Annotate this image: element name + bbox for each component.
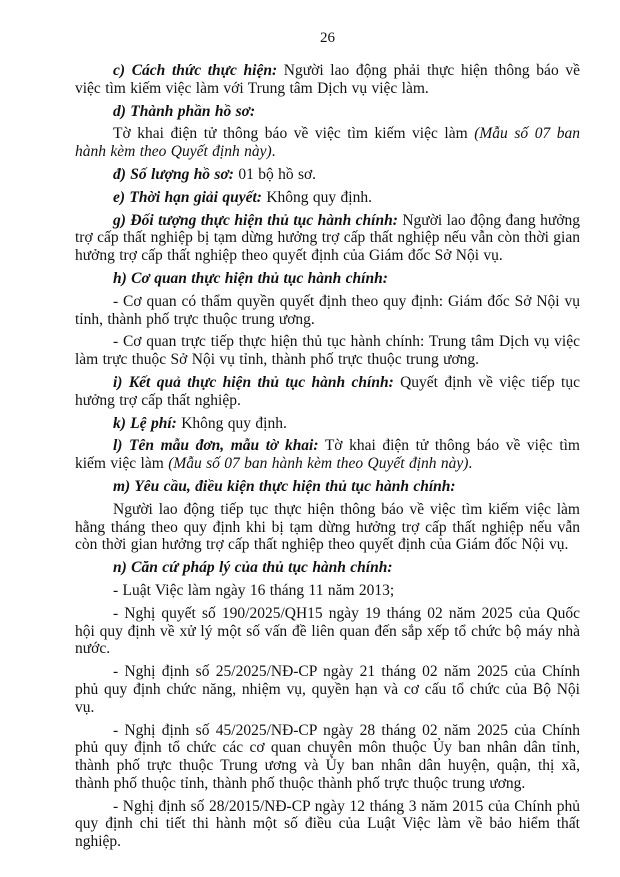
text-run: Quyết định về việc tiếp tục hưởng trợ cấp thất nghiệp. — [75, 373, 580, 409]
paragraph — [75, 722, 580, 793]
text-run: - Nghị định số 45/2025/NĐ-CP ngày 28 tháng 02 năm 2025 của Chính phủ quy định tổ chức các cơ quan chuyên môn thuộc Ủy ban nhân dân tỉnh, thành phố trực thuộc Trung ương và Ủy ban nhân dân huyện, quận, thị xã, thành phố thuộc tỉnh, thành phố thuộc thành phố trực thuộc trung ương. — [75, 721, 580, 792]
text-run: g) Đối tượng thực hiện thủ tục hành chính: — [113, 211, 398, 229]
paragraph — [75, 333, 580, 369]
text-run: - Luật Việc làm ngày 16 tháng 11 năm 2013; — [113, 581, 395, 599]
paragraph — [75, 582, 580, 600]
paragraph — [75, 437, 580, 473]
paragraph — [75, 103, 580, 121]
page-number: 26 — [320, 30, 335, 46]
paragraph — [75, 374, 580, 410]
paragraph — [75, 605, 580, 658]
paragraph — [75, 125, 580, 161]
text-run: - Cơ quan trực tiếp thực hiện thủ tục hành chính: Trung tâm Dịch vụ việc làm trực thuộc Sở Nội vụ tỉnh, thành phố trực thuộc trung ương. — [75, 333, 580, 369]
text-run: l) Tên mẫu đơn, mẫu tờ khai: — [113, 437, 319, 455]
paragraph — [75, 166, 580, 184]
text-run: n) Căn cứ pháp lý của thủ tục hành chính: — [113, 559, 393, 577]
text-run: c) Cách thức thực hiện: — [113, 62, 278, 79]
text-run: Không quy định. — [261, 188, 372, 206]
text-run: Người lao động phải thực hiện thông báo về việc tìm kiếm việc làm với Trung tâm Dịch vụ việc làm. — [75, 62, 580, 97]
text-run: e) Thời hạn giải quyết: — [113, 188, 262, 206]
text-run: Người lao động tiếp tục thực hiện thông báo về việc tìm kiếm việc làm hằng tháng theo quy định khi bị tạm dừng hưởng trợ cấp thất nghiệp nếu vẫn còn thời gian hưởng trợ cấp thất nghiệp theo quyết định của Giám đốc Nội vụ. — [75, 500, 580, 554]
paragraph — [75, 293, 580, 329]
text-run: đ) Số lượng hồ sơ: — [113, 165, 234, 183]
paragraph — [75, 212, 580, 265]
paragraph — [75, 501, 580, 554]
text-run: k) Lệ phí: — [113, 414, 177, 432]
text-run: - Cơ quan có thẩm quyền quyết định theo quy định: Giám đốc Sở Nội vụ tỉnh, thành phố trực thuộc trung ương. — [75, 292, 580, 328]
paragraph — [75, 62, 580, 98]
paragraph — [75, 559, 580, 577]
paragraph — [75, 415, 580, 433]
text-run: m) Yêu cầu, điều kiện thực hiện thủ tục hành chính: — [113, 477, 456, 495]
paragraph — [75, 663, 580, 716]
paragraph — [75, 189, 580, 207]
text-run: - Nghị quyết số 190/2025/QH15 ngày 19 tháng 02 năm 2025 của Quốc hội quy định về xử lý một số vấn đề liên quan đến sắp xếp tổ chức bộ máy nhà nước. — [75, 604, 580, 658]
text-run: i) Kết quả thực hiện thủ tục hành chính: — [113, 373, 394, 391]
paragraph — [75, 478, 580, 496]
text-run: . — [271, 143, 276, 161]
text-run: - Nghị định số 28/2015/NĐ-CP ngày 12 tháng 3 năm 2015 của Chính phủ quy định chi tiết thi hành một số điều của Luật Việc làm về bảo hiểm thất nghiệp. — [75, 797, 580, 851]
text-run: Tờ khai điện tử thông báo về việc tìm kiếm việc làm — [75, 437, 580, 473]
text-run: d) Thành phần hồ sơ: — [113, 102, 256, 120]
text-run: 01 bộ hồ sơ. — [233, 165, 317, 183]
text-run: h) Cơ quan thực hiện thủ tục hành chính: — [113, 269, 388, 287]
text-run: . — [468, 455, 473, 473]
paragraph — [75, 798, 580, 851]
text-run: (Mẫu số 07 ban hành kèm theo Quyết định này) — [168, 455, 469, 473]
text-run: Tờ khai điện tử thông báo về việc tìm kiếm việc làm — [113, 125, 475, 143]
text-run: Không quy định. — [176, 414, 287, 432]
paragraph — [75, 270, 580, 288]
text-run: - Nghị định số 25/2025/NĐ-CP ngày 21 tháng 02 năm 2025 của Chính phủ quy định chức năng, nhiệm vụ, quyền hạn và cơ cấu tổ chức của Bộ Nội vụ. — [75, 663, 580, 716]
text-run: (Mẫu số 07 ban hành kèm theo Quyết định này) — [75, 125, 580, 161]
text-run: Người lao động đang hưởng trợ cấp thất nghiệp bị tạm dừng hưởng trợ cấp thất nghiệp nếu vẫn còn thời gian hưởng trợ cấp thất nghiệp theo quyết định của Giám đốc Sở Nội vụ. — [75, 211, 580, 265]
document-body — [75, 62, 580, 851]
